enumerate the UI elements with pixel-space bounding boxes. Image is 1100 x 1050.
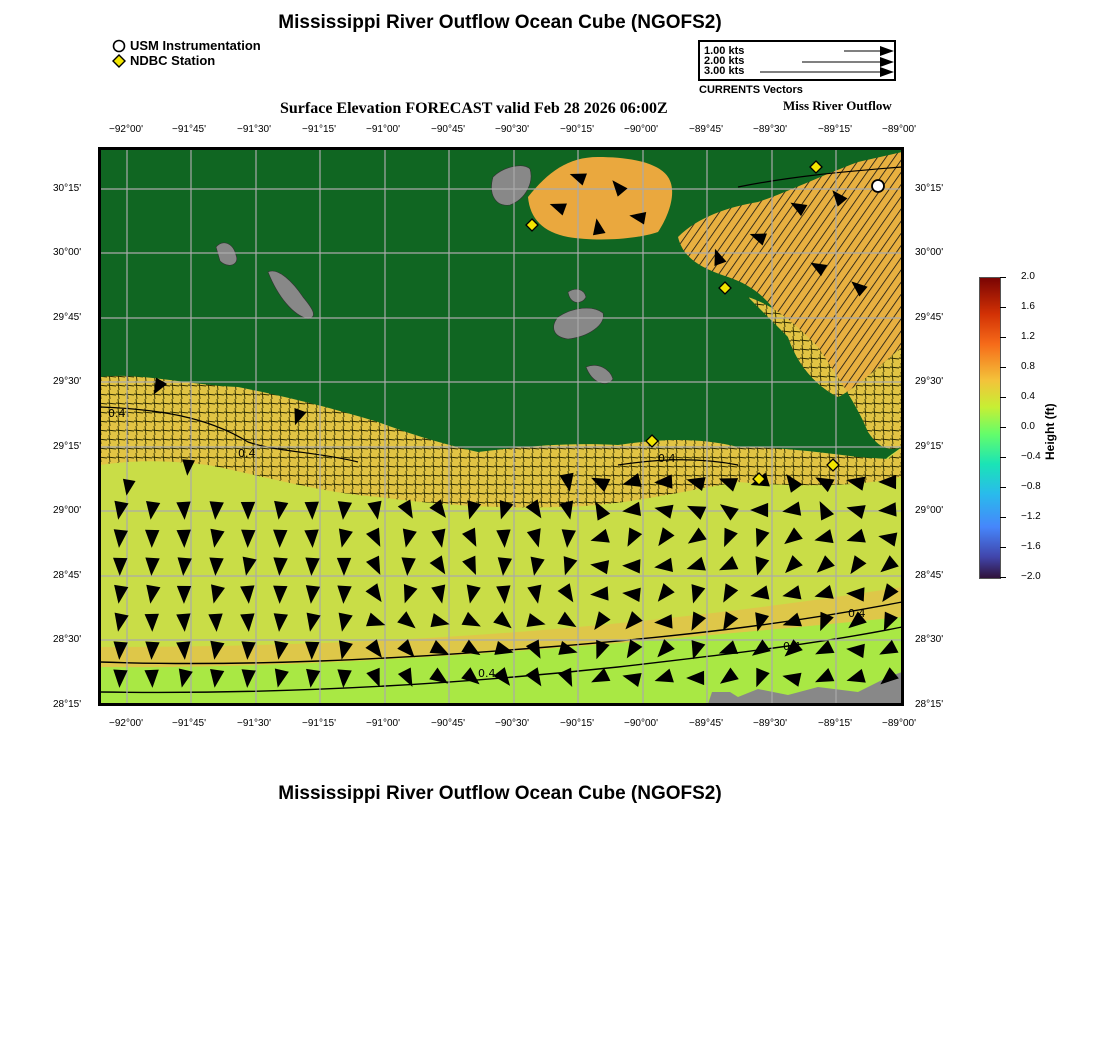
lat-label: 30°00' <box>915 247 944 258</box>
vector-legend-row-3: 3.00 kts <box>704 65 745 77</box>
lat-label: 29°00' <box>915 505 944 516</box>
lon-label: −89°00' <box>882 124 916 135</box>
lat-label: 29°45' <box>53 312 82 323</box>
region-label: Miss River Outflow <box>783 98 892 113</box>
colorbar-tick-label: 2.0 <box>1021 271 1035 282</box>
marker-legend <box>112 38 261 68</box>
contour-label: 0.4 <box>478 667 496 680</box>
lon-label: −90°45' <box>431 718 465 729</box>
lon-label: −91°45' <box>172 124 206 135</box>
left-lat-labels <box>50 0 98 720</box>
colorbar <box>979 277 1001 579</box>
colorbar-tick-label: −2.0 <box>1021 571 1041 582</box>
lon-label: −89°45' <box>689 718 723 729</box>
lon-label: −89°30' <box>753 124 787 135</box>
footer-title: Mississippi River Outflow Ocean Cube (NGOFS2) <box>278 783 722 804</box>
lat-label: 29°15' <box>53 441 82 452</box>
vector-legend-arrows <box>700 42 894 79</box>
lat-label: 28°30' <box>915 634 944 645</box>
lon-label: −91°15' <box>302 124 336 135</box>
lat-label: 28°15' <box>915 699 944 710</box>
lat-label: 28°15' <box>53 699 82 710</box>
colorbar-tick-label: 0.4 <box>1021 391 1035 402</box>
page-title: Mississippi River Outflow Ocean Cube (NGOFS2) <box>278 12 722 33</box>
top-lon-labels <box>0 124 1000 138</box>
vector-legend <box>698 40 896 81</box>
legend-label-ndbc: NDBC Station <box>130 53 216 68</box>
lon-label: −91°00' <box>366 718 400 729</box>
lon-label: −90°30' <box>495 124 529 135</box>
lon-label: −92°00' <box>109 718 143 729</box>
vector-legend-row-2: 2.00 kts <box>704 55 745 67</box>
usm-instrument-marker[interactable] <box>872 180 884 192</box>
lon-label: −91°30' <box>237 718 271 729</box>
right-lat-labels <box>913 0 963 720</box>
lat-label: 29°00' <box>53 505 82 516</box>
colorbar-tick-label: 0.8 <box>1021 361 1035 372</box>
bottom-lon-labels <box>0 718 1000 732</box>
lat-label: 30°15' <box>53 183 82 194</box>
vector-legend-caption: CURRENTS Vectors <box>699 84 803 96</box>
lon-label: −89°15' <box>818 718 852 729</box>
lat-label: 29°45' <box>915 312 944 323</box>
lat-label: 28°45' <box>53 570 82 581</box>
lon-label: −91°45' <box>172 718 206 729</box>
vector-legend-row-1: 1.00 kts <box>704 45 745 57</box>
forecast-subtitle: Surface Elevation FORECAST valid Feb 28 2026 06:00Z <box>280 100 668 117</box>
lon-label: −89°00' <box>882 718 916 729</box>
lat-label: 29°30' <box>53 376 82 387</box>
lon-label: −90°00' <box>624 124 658 135</box>
colorbar-tick-label: 1.2 <box>1021 331 1035 342</box>
legend-item-usm <box>112 38 261 53</box>
lon-label: −92°00' <box>109 124 143 135</box>
lon-label: −89°45' <box>689 124 723 135</box>
contour-label: 0.4 <box>108 407 126 420</box>
lon-label: −91°15' <box>302 718 336 729</box>
lon-label: −89°15' <box>818 124 852 135</box>
legend-item-ndbc <box>112 53 261 68</box>
colorbar-tick-label: −0.4 <box>1021 451 1041 462</box>
lon-label: −90°15' <box>560 718 594 729</box>
lon-label: −90°30' <box>495 718 529 729</box>
open-circle-icon <box>112 39 126 53</box>
colorbar-tick-label: 1.6 <box>1021 301 1035 312</box>
lat-label: 28°45' <box>915 570 944 581</box>
colorbar-tick-label: 0.0 <box>1021 421 1035 432</box>
surface-elevation-map <box>98 147 904 706</box>
lon-label: −91°30' <box>237 124 271 135</box>
lat-label: 30°15' <box>915 183 944 194</box>
lon-label: −90°15' <box>560 124 594 135</box>
colorbar-label: Height (ft) <box>1043 403 1057 460</box>
contour-label: 0.4 <box>783 640 801 653</box>
yellow-diamond-icon <box>112 54 126 68</box>
contour-label: 0.4 <box>238 447 256 460</box>
contour-label: 0.4 <box>658 452 676 465</box>
colorbar-tick-label: −0.8 <box>1021 481 1041 492</box>
lat-label: 29°30' <box>915 376 944 387</box>
lon-label: −91°00' <box>366 124 400 135</box>
lon-label: −90°45' <box>431 124 465 135</box>
legend-label-usm: USM Instrumentation <box>130 38 261 53</box>
contour-label: 0.4 <box>848 607 866 620</box>
lat-label: 30°00' <box>53 247 82 258</box>
lon-label: −90°00' <box>624 718 658 729</box>
lat-label: 28°30' <box>53 634 82 645</box>
lat-label: 29°15' <box>915 441 944 452</box>
lon-label: −89°30' <box>753 718 787 729</box>
colorbar-ticks <box>1000 277 1014 579</box>
colorbar-tick-label: −1.6 <box>1021 541 1041 552</box>
colorbar-tick-label: −1.2 <box>1021 511 1041 522</box>
